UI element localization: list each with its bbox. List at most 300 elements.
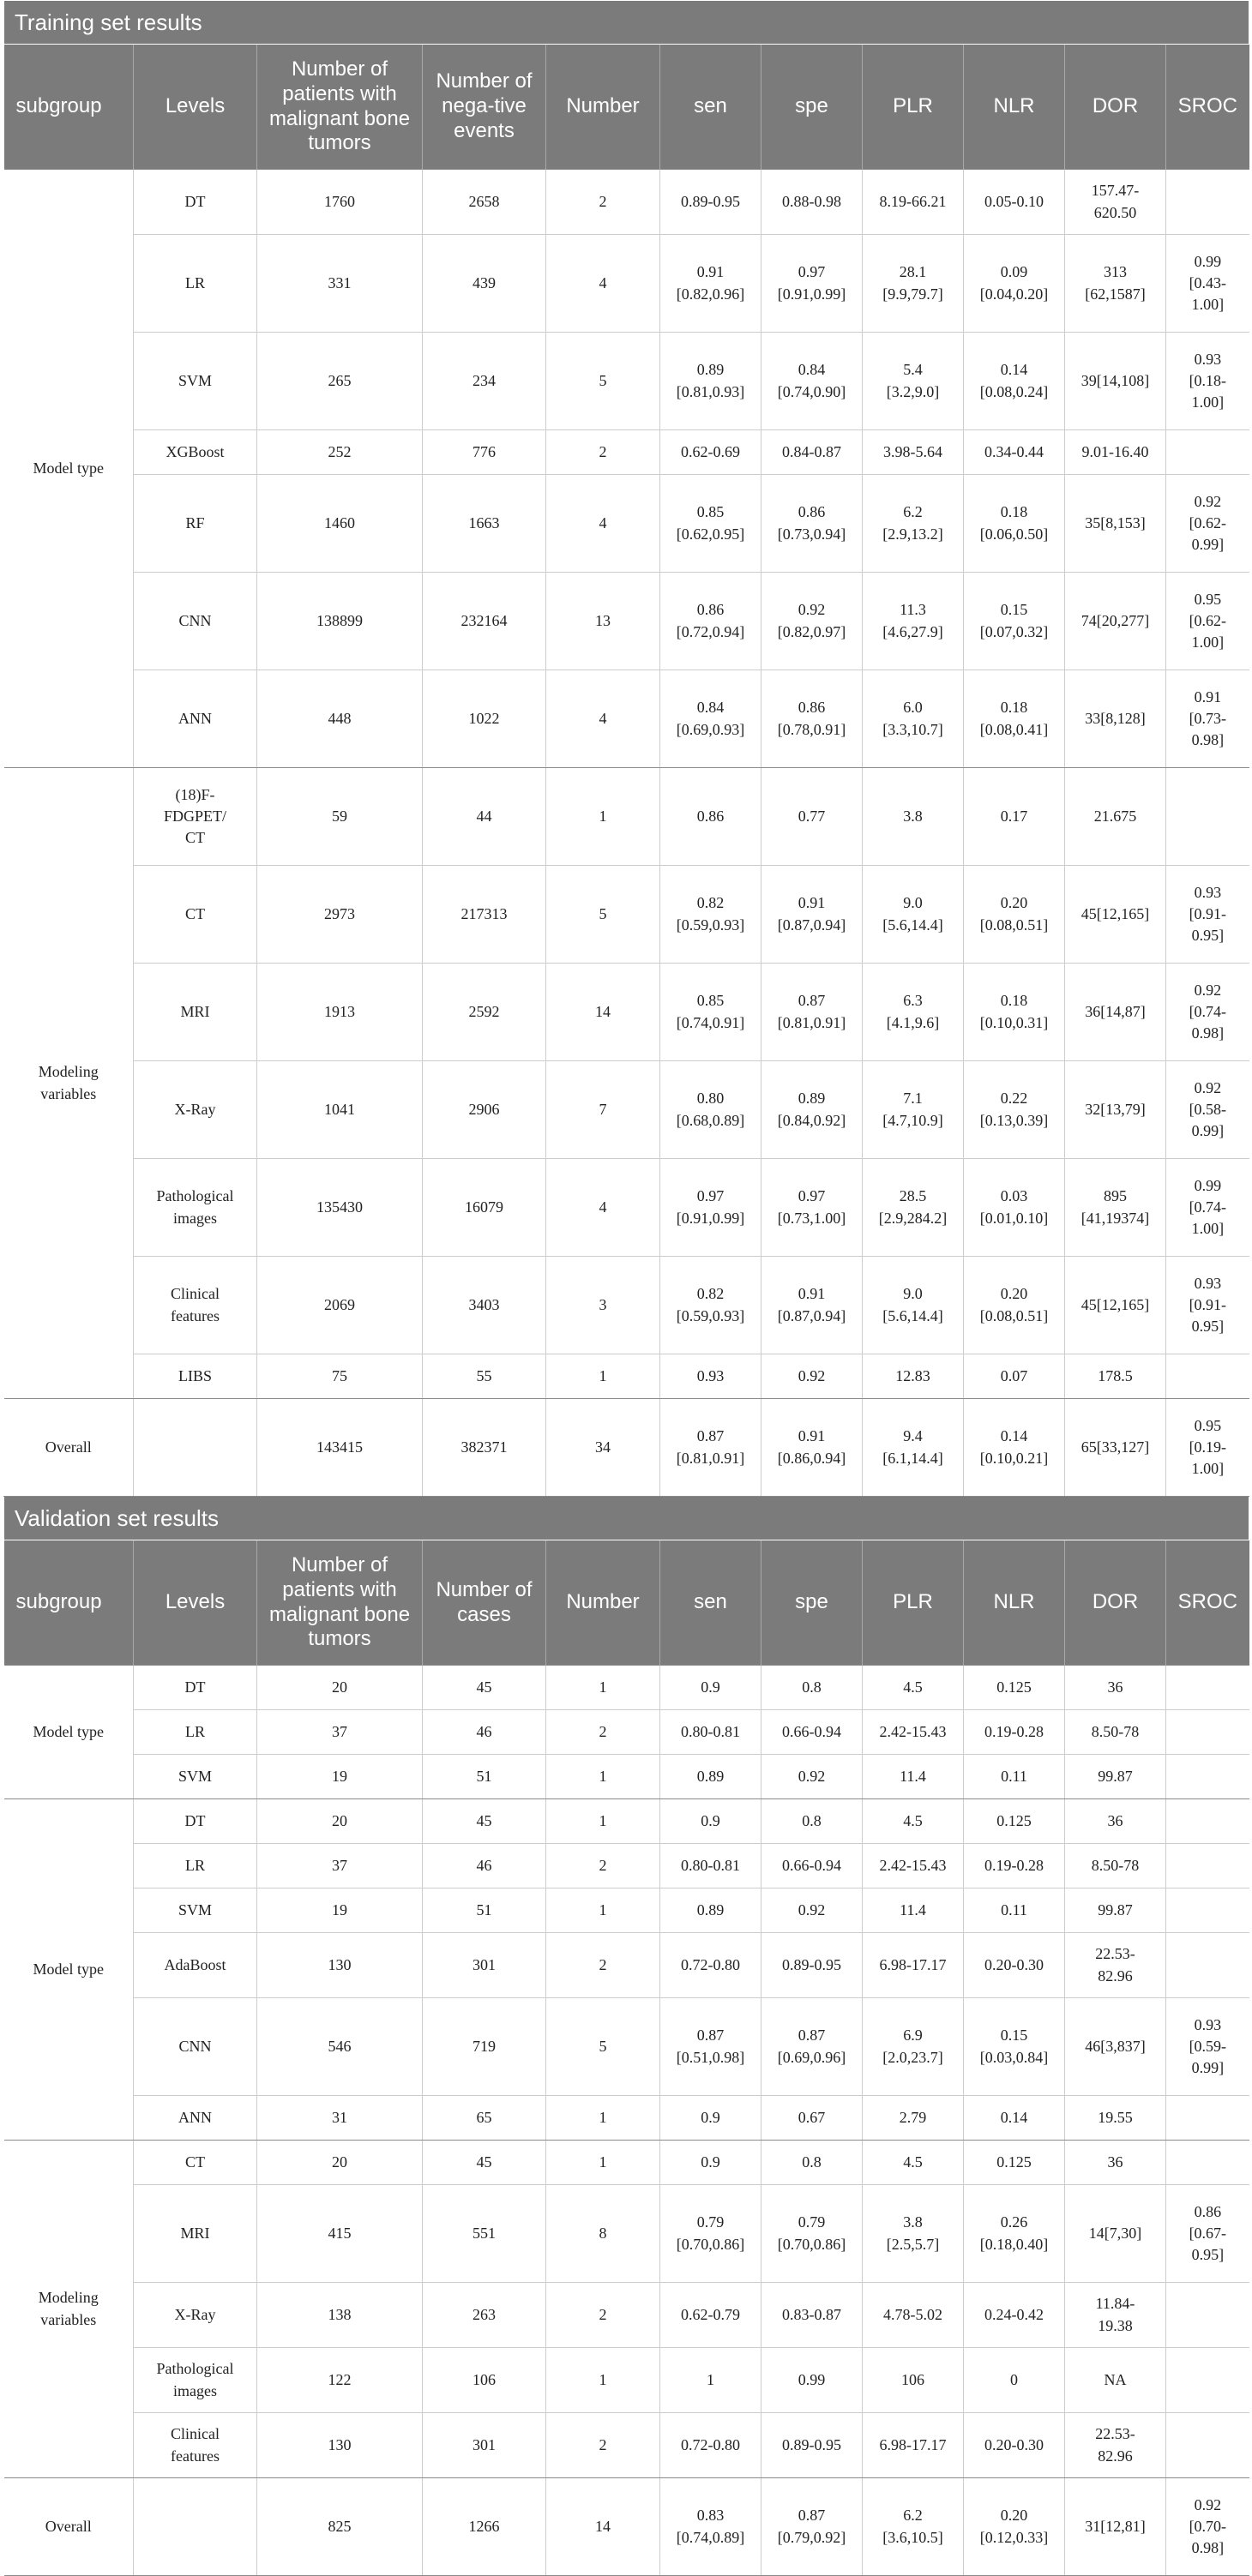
level-cell: DT — [134, 1666, 257, 1710]
number-cell: 14 — [546, 964, 660, 1061]
dor-cell: 33[8,128] — [1065, 670, 1166, 768]
dor-cell: 895 [41,19374] — [1065, 1159, 1166, 1257]
nlr-cell: 0.26 [0.18,0.40] — [964, 2185, 1065, 2283]
neg-cell: 382371 — [423, 1399, 546, 1497]
validation-column-header: NLR — [964, 1540, 1065, 1666]
sen-cell: 0.93 — [660, 1354, 761, 1399]
spe-cell: 0.89-0.95 — [761, 1933, 863, 1998]
nlr-cell: 0.20 [0.12,0.33] — [964, 2478, 1065, 2576]
dor-cell: 36 — [1065, 2141, 1166, 2185]
table-row — [4, 1755, 1249, 1799]
nlr-cell: 0.20-0.30 — [964, 2413, 1065, 2478]
table-row — [4, 768, 1249, 866]
level-cell: DT — [134, 170, 257, 235]
nlr-cell: 0.20 [0.08,0.51] — [964, 1257, 1065, 1354]
spe-cell: 0.79 [0.70,0.86] — [761, 2185, 863, 2283]
patients-cell: 546 — [257, 1998, 423, 2096]
sen-cell: 0.87 [0.51,0.98] — [660, 1998, 761, 2096]
number-cell: 2 — [546, 1710, 660, 1755]
validation-column-header: DOR — [1065, 1540, 1166, 1666]
validation-column-header: spe — [761, 1540, 863, 1666]
sroc-cell — [1166, 1888, 1249, 1933]
validation-header-row — [4, 1540, 1249, 1666]
number-cell: 14 — [546, 2478, 660, 2576]
spe-cell: 0.84 [0.74,0.90] — [761, 333, 863, 430]
neg-cell: 44 — [423, 768, 546, 866]
nlr-cell: 0.11 — [964, 1888, 1065, 1933]
number-cell: 1 — [546, 1755, 660, 1799]
table-row — [4, 1257, 1249, 1354]
sen-cell: 0.97 [0.91,0.99] — [660, 1159, 761, 1257]
number-cell: 1 — [546, 1888, 660, 1933]
sen-cell: 0.84 [0.69,0.93] — [660, 670, 761, 768]
level-cell: Pathological images — [134, 1159, 257, 1257]
spe-cell: 0.8 — [761, 2141, 863, 2185]
number-cell: 4 — [546, 670, 660, 768]
plr-cell: 11.4 — [863, 1888, 964, 1933]
subgroup-cell: Modeling variables — [4, 768, 134, 1399]
dor-cell: 74[20,277] — [1065, 573, 1166, 670]
training-column-header: PLR — [863, 45, 964, 170]
patients-cell: 331 — [257, 235, 423, 333]
level-cell: ANN — [134, 670, 257, 768]
sroc-cell — [1166, 430, 1249, 475]
neg-cell: 439 — [423, 235, 546, 333]
plr-cell: 6.2 [2.9,13.2] — [863, 475, 964, 573]
patients-cell: 252 — [257, 430, 423, 475]
subgroup-cell: Overall — [4, 1399, 134, 1497]
sroc-cell: 0.86 [0.67- 0.95] — [1166, 2185, 1249, 2283]
number-cell: 1 — [546, 2141, 660, 2185]
training-column-header: Number of nega-tive events — [423, 45, 546, 170]
dor-cell: NA — [1065, 2348, 1166, 2413]
patients-cell: 75 — [257, 1354, 423, 1399]
dor-cell: 35[8,153] — [1065, 475, 1166, 573]
neg-cell: 1266 — [423, 2478, 546, 2576]
sen-cell: 0.72-0.80 — [660, 2413, 761, 2478]
plr-cell: 3.8 [2.5,5.7] — [863, 2185, 964, 2283]
training-column-header: subgroup — [4, 45, 134, 170]
patients-cell: 20 — [257, 1666, 423, 1710]
nlr-cell: 0.05-0.10 — [964, 170, 1065, 235]
sroc-cell: 0.95 [0.19- 1.00] — [1166, 1399, 1249, 1497]
dor-cell: 19.55 — [1065, 2096, 1166, 2141]
dor-cell: 9.01-16.40 — [1065, 430, 1166, 475]
number-cell: 2 — [546, 2283, 660, 2348]
nlr-cell: 0.125 — [964, 1799, 1065, 1844]
patients-cell: 1460 — [257, 475, 423, 573]
number-cell: 4 — [546, 475, 660, 573]
spe-cell: 0.92 — [761, 1755, 863, 1799]
neg-cell: 217313 — [423, 866, 546, 964]
neg-cell: 301 — [423, 1933, 546, 1998]
sen-cell: 0.89 — [660, 1755, 761, 1799]
plr-cell: 4.5 — [863, 1799, 964, 1844]
plr-cell: 5.4 [3.2,9.0] — [863, 333, 964, 430]
dor-cell: 99.87 — [1065, 1755, 1166, 1799]
validation-column-header: subgroup — [4, 1540, 134, 1666]
level-cell: CNN — [134, 573, 257, 670]
neg-cell: 1663 — [423, 475, 546, 573]
neg-cell: 65 — [423, 2096, 546, 2141]
patients-cell: 20 — [257, 1799, 423, 1844]
sen-cell: 0.86 [0.72,0.94] — [660, 573, 761, 670]
dor-cell: 22.53- 82.96 — [1065, 2413, 1166, 2478]
level-cell: MRI — [134, 2185, 257, 2283]
table-row — [4, 866, 1249, 964]
nlr-cell: 0.34-0.44 — [964, 430, 1065, 475]
sen-cell: 1 — [660, 2348, 761, 2413]
plr-cell: 6.3 [4.1,9.6] — [863, 964, 964, 1061]
neg-cell: 2906 — [423, 1061, 546, 1159]
level-cell: Clinical features — [134, 1257, 257, 1354]
table-row — [4, 964, 1249, 1061]
sroc-cell — [1166, 2283, 1249, 2348]
dor-cell: 157.47- 620.50 — [1065, 170, 1166, 235]
table-row — [4, 2096, 1249, 2141]
number-cell: 1 — [546, 1666, 660, 1710]
subgroup-cell: Model type — [4, 1799, 134, 2141]
dor-cell: 31[12,81] — [1065, 2478, 1166, 2576]
neg-cell: 2592 — [423, 964, 546, 1061]
plr-cell: 11.4 — [863, 1755, 964, 1799]
dor-cell: 11.84- 19.38 — [1065, 2283, 1166, 2348]
training-column-header: Levels — [134, 45, 257, 170]
results-table — [3, 0, 1249, 2576]
number-cell: 8 — [546, 2185, 660, 2283]
nlr-cell: 0.18 [0.10,0.31] — [964, 964, 1065, 1061]
spe-cell: 0.86 [0.73,0.94] — [761, 475, 863, 573]
plr-cell: 2.42-15.43 — [863, 1844, 964, 1888]
validation-overall-row — [4, 2478, 1249, 2576]
spe-cell: 0.66-0.94 — [761, 1710, 863, 1755]
sen-cell: 0.9 — [660, 1666, 761, 1710]
number-cell: 2 — [546, 1844, 660, 1888]
nlr-cell: 0.03 [0.01,0.10] — [964, 1159, 1065, 1257]
plr-cell: 106 — [863, 2348, 964, 2413]
plr-cell: 6.98-17.17 — [863, 1933, 964, 1998]
level-cell: SVM — [134, 1888, 257, 1933]
table-row — [4, 1998, 1249, 2096]
sroc-cell — [1166, 1844, 1249, 1888]
spe-cell: 0.87 [0.81,0.91] — [761, 964, 863, 1061]
neg-cell: 2658 — [423, 170, 546, 235]
neg-cell: 16079 — [423, 1159, 546, 1257]
nlr-cell: 0.11 — [964, 1755, 1065, 1799]
table-row — [4, 1710, 1249, 1755]
sen-cell: 0.80-0.81 — [660, 1710, 761, 1755]
nlr-cell: 0.15 [0.03,0.84] — [964, 1998, 1065, 2096]
training-section-title: Training set results — [4, 1, 1249, 45]
dor-cell: 36 — [1065, 1799, 1166, 1844]
neg-cell: 234 — [423, 333, 546, 430]
spe-cell: 0.92 — [761, 1354, 863, 1399]
nlr-cell: 0.18 [0.08,0.41] — [964, 670, 1065, 768]
training-column-header: SROC — [1166, 45, 1249, 170]
spe-cell: 0.88-0.98 — [761, 170, 863, 235]
dor-cell: 46[3,837] — [1065, 1998, 1166, 2096]
patients-cell: 122 — [257, 2348, 423, 2413]
sroc-cell — [1166, 1755, 1249, 1799]
dor-cell: 8.50-78 — [1065, 1844, 1166, 1888]
level-cell: DT — [134, 1799, 257, 1844]
number-cell: 5 — [546, 333, 660, 430]
number-cell: 1 — [546, 1354, 660, 1399]
level-cell: SVM — [134, 1755, 257, 1799]
level-cell: SVM — [134, 333, 257, 430]
validation-column-header: Number of cases — [423, 1540, 546, 1666]
plr-cell: 7.1 [4.7,10.9] — [863, 1061, 964, 1159]
sroc-cell — [1166, 1354, 1249, 1399]
dor-cell: 45[12,165] — [1065, 866, 1166, 964]
table-row — [4, 1354, 1249, 1399]
number-cell: 34 — [546, 1399, 660, 1497]
number-cell: 4 — [546, 235, 660, 333]
neg-cell: 776 — [423, 430, 546, 475]
number-cell: 3 — [546, 1257, 660, 1354]
sroc-cell — [1166, 2096, 1249, 2141]
training-header-row — [4, 45, 1249, 170]
patients-cell: 2973 — [257, 866, 423, 964]
validation-column-header: Number of patients with malignant bone tumors — [257, 1540, 423, 1666]
level-cell: Clinical features — [134, 2413, 257, 2478]
nlr-cell: 0.09 [0.04,0.20] — [964, 235, 1065, 333]
level-cell: CNN — [134, 1998, 257, 2096]
plr-cell: 12.83 — [863, 1354, 964, 1399]
table-row — [4, 1888, 1249, 1933]
sroc-cell — [1166, 1799, 1249, 1844]
neg-cell: 45 — [423, 1799, 546, 1844]
patients-cell: 130 — [257, 2413, 423, 2478]
nlr-cell: 0.17 — [964, 768, 1065, 866]
level-cell: AdaBoost — [134, 1933, 257, 1998]
table-row — [4, 2348, 1249, 2413]
table-row — [4, 333, 1249, 430]
level-cell: X-Ray — [134, 2283, 257, 2348]
sen-cell: 0.83 [0.74,0.89] — [660, 2478, 761, 2576]
plr-cell: 3.98-5.64 — [863, 430, 964, 475]
patients-cell: 265 — [257, 333, 423, 430]
nlr-cell: 0.125 — [964, 1666, 1065, 1710]
plr-cell: 2.79 — [863, 2096, 964, 2141]
neg-cell: 51 — [423, 1888, 546, 1933]
spe-cell: 0.67 — [761, 2096, 863, 2141]
spe-cell: 0.97 [0.73,1.00] — [761, 1159, 863, 1257]
sroc-cell: 0.92 [0.62- 0.99] — [1166, 475, 1249, 573]
training-column-header: sen — [660, 45, 761, 170]
number-cell: 1 — [546, 1799, 660, 1844]
table-row — [4, 1666, 1249, 1710]
plr-cell: 9.0 [5.6,14.4] — [863, 866, 964, 964]
spe-cell: 0.89 [0.84,0.92] — [761, 1061, 863, 1159]
subgroup-cell: Modeling variables — [4, 2141, 134, 2478]
table-row — [4, 670, 1249, 768]
spe-cell: 0.8 — [761, 1799, 863, 1844]
table-row — [4, 2141, 1249, 2185]
number-cell: 13 — [546, 573, 660, 670]
spe-cell: 0.91 [0.86,0.94] — [761, 1399, 863, 1497]
nlr-cell: 0.24-0.42 — [964, 2283, 1065, 2348]
dor-cell: 21.675 — [1065, 768, 1166, 866]
sroc-cell — [1166, 1666, 1249, 1710]
table-row — [4, 2283, 1249, 2348]
subgroup-cell: Model type — [4, 170, 134, 768]
level-cell: LR — [134, 235, 257, 333]
neg-cell: 551 — [423, 2185, 546, 2283]
table-row — [4, 1844, 1249, 1888]
sen-cell: 0.85 [0.62,0.95] — [660, 475, 761, 573]
validation-column-header: Levels — [134, 1540, 257, 1666]
patients-cell: 135430 — [257, 1159, 423, 1257]
sroc-cell: 0.91 [0.73- 0.98] — [1166, 670, 1249, 768]
sroc-cell — [1166, 1710, 1249, 1755]
spe-cell: 0.99 — [761, 2348, 863, 2413]
training-overall-row — [4, 1399, 1249, 1497]
sroc-cell — [1166, 768, 1249, 866]
plr-cell: 8.19-66.21 — [863, 170, 964, 235]
spe-cell: 0.89-0.95 — [761, 2413, 863, 2478]
table-row — [4, 1061, 1249, 1159]
table-row — [4, 430, 1249, 475]
sroc-cell — [1166, 2413, 1249, 2478]
plr-cell: 4.5 — [863, 1666, 964, 1710]
plr-cell: 28.1 [9.9,79.7] — [863, 235, 964, 333]
number-cell: 1 — [546, 2096, 660, 2141]
patients-cell: 1913 — [257, 964, 423, 1061]
spe-cell: 0.97 [0.91,0.99] — [761, 235, 863, 333]
number-cell: 2 — [546, 430, 660, 475]
neg-cell: 3403 — [423, 1257, 546, 1354]
level-cell: LR — [134, 1710, 257, 1755]
training-section-title-row — [4, 1, 1249, 45]
level-cell: MRI — [134, 964, 257, 1061]
patients-cell: 59 — [257, 768, 423, 866]
patients-cell: 20 — [257, 2141, 423, 2185]
nlr-cell: 0.14 [0.08,0.24] — [964, 333, 1065, 430]
validation-column-header: PLR — [863, 1540, 964, 1666]
plr-cell: 3.8 — [863, 768, 964, 866]
table-row — [4, 235, 1249, 333]
validation-section-title-row — [4, 1497, 1249, 1540]
table-row — [4, 475, 1249, 573]
neg-cell: 232164 — [423, 573, 546, 670]
validation-section-title: Validation set results — [4, 1497, 1249, 1540]
neg-cell: 46 — [423, 1844, 546, 1888]
nlr-cell: 0 — [964, 2348, 1065, 2413]
sroc-cell: 0.99 [0.43- 1.00] — [1166, 235, 1249, 333]
patients-cell: 415 — [257, 2185, 423, 2283]
sroc-cell: 0.93 [0.91- 0.95] — [1166, 1257, 1249, 1354]
plr-cell: 6.9 [2.0,23.7] — [863, 1998, 964, 2096]
level-cell: X-Ray — [134, 1061, 257, 1159]
table-row — [4, 2185, 1249, 2283]
sen-cell: 0.85 [0.74,0.91] — [660, 964, 761, 1061]
sroc-cell: 0.95 [0.62- 1.00] — [1166, 573, 1249, 670]
sroc-cell: 0.92 [0.74- 0.98] — [1166, 964, 1249, 1061]
patients-cell: 138899 — [257, 573, 423, 670]
dor-cell: 22.53- 82.96 — [1065, 1933, 1166, 1998]
level-cell: ANN — [134, 2096, 257, 2141]
plr-cell: 4.78-5.02 — [863, 2283, 964, 2348]
validation-column-header: SROC — [1166, 1540, 1249, 1666]
dor-cell: 14[7,30] — [1065, 2185, 1166, 2283]
neg-cell: 263 — [423, 2283, 546, 2348]
neg-cell: 719 — [423, 1998, 546, 2096]
sroc-cell: 0.92 [0.58- 0.99] — [1166, 1061, 1249, 1159]
dor-cell: 45[12,165] — [1065, 1257, 1166, 1354]
sen-cell: 0.72-0.80 — [660, 1933, 761, 1998]
plr-cell: 6.98-17.17 — [863, 2413, 964, 2478]
training-column-header: Number of patients with malignant bone tumors — [257, 45, 423, 170]
table-row — [4, 1933, 1249, 1998]
nlr-cell: 0.14 — [964, 2096, 1065, 2141]
sen-cell: 0.80-0.81 — [660, 1844, 761, 1888]
plr-cell: 4.5 — [863, 2141, 964, 2185]
sen-cell: 0.91 [0.82,0.96] — [660, 235, 761, 333]
validation-column-header: sen — [660, 1540, 761, 1666]
patients-cell: 31 — [257, 2096, 423, 2141]
patients-cell: 130 — [257, 1933, 423, 1998]
dor-cell: 99.87 — [1065, 1888, 1166, 1933]
level-cell: Pathological images — [134, 2348, 257, 2413]
dor-cell: 8.50-78 — [1065, 1710, 1166, 1755]
plr-cell: 6.0 [3.3,10.7] — [863, 670, 964, 768]
sroc-cell: 0.99 [0.74- 1.00] — [1166, 1159, 1249, 1257]
training-column-header: NLR — [964, 45, 1065, 170]
dor-cell: 36 — [1065, 1666, 1166, 1710]
dor-cell: 178.5 — [1065, 1354, 1166, 1399]
sen-cell: 0.9 — [660, 2141, 761, 2185]
sen-cell: 0.82 [0.59,0.93] — [660, 1257, 761, 1354]
spe-cell: 0.92 — [761, 1888, 863, 1933]
nlr-cell: 0.15 [0.07,0.32] — [964, 573, 1065, 670]
spe-cell: 0.91 [0.87,0.94] — [761, 866, 863, 964]
sroc-cell — [1166, 170, 1249, 235]
plr-cell: 9.0 [5.6,14.4] — [863, 1257, 964, 1354]
nlr-cell: 0.125 — [964, 2141, 1065, 2185]
plr-cell: 11.3 [4.6,27.9] — [863, 573, 964, 670]
nlr-cell: 0.14 [0.10,0.21] — [964, 1399, 1065, 1497]
spe-cell: 0.66-0.94 — [761, 1844, 863, 1888]
patients-cell: 1041 — [257, 1061, 423, 1159]
number-cell: 4 — [546, 1159, 660, 1257]
spe-cell: 0.77 — [761, 768, 863, 866]
table-row — [4, 1799, 1249, 1844]
sroc-cell — [1166, 1933, 1249, 1998]
plr-cell: 2.42-15.43 — [863, 1710, 964, 1755]
spe-cell: 0.8 — [761, 1666, 863, 1710]
dor-cell: 313 [62,1587] — [1065, 235, 1166, 333]
level-cell: RF — [134, 475, 257, 573]
level-cell: LIBS — [134, 1354, 257, 1399]
number-cell: 1 — [546, 2348, 660, 2413]
sen-cell: 0.87 [0.81,0.91] — [660, 1399, 761, 1497]
sen-cell: 0.79 [0.70,0.86] — [660, 2185, 761, 2283]
dor-cell: 65[33,127] — [1065, 1399, 1166, 1497]
level-cell: CT — [134, 866, 257, 964]
plr-cell: 6.2 [3.6,10.5] — [863, 2478, 964, 2576]
sroc-cell: 0.93 [0.59- 0.99] — [1166, 1998, 1249, 2096]
training-column-header: Number — [546, 45, 660, 170]
sen-cell: 0.89 — [660, 1888, 761, 1933]
sen-cell: 0.9 — [660, 2096, 761, 2141]
patients-cell: 19 — [257, 1755, 423, 1799]
sen-cell: 0.62-0.79 — [660, 2283, 761, 2348]
patients-cell: 138 — [257, 2283, 423, 2348]
patients-cell: 825 — [257, 2478, 423, 2576]
sen-cell: 0.62-0.69 — [660, 430, 761, 475]
spe-cell: 0.87 [0.79,0.92] — [761, 2478, 863, 2576]
